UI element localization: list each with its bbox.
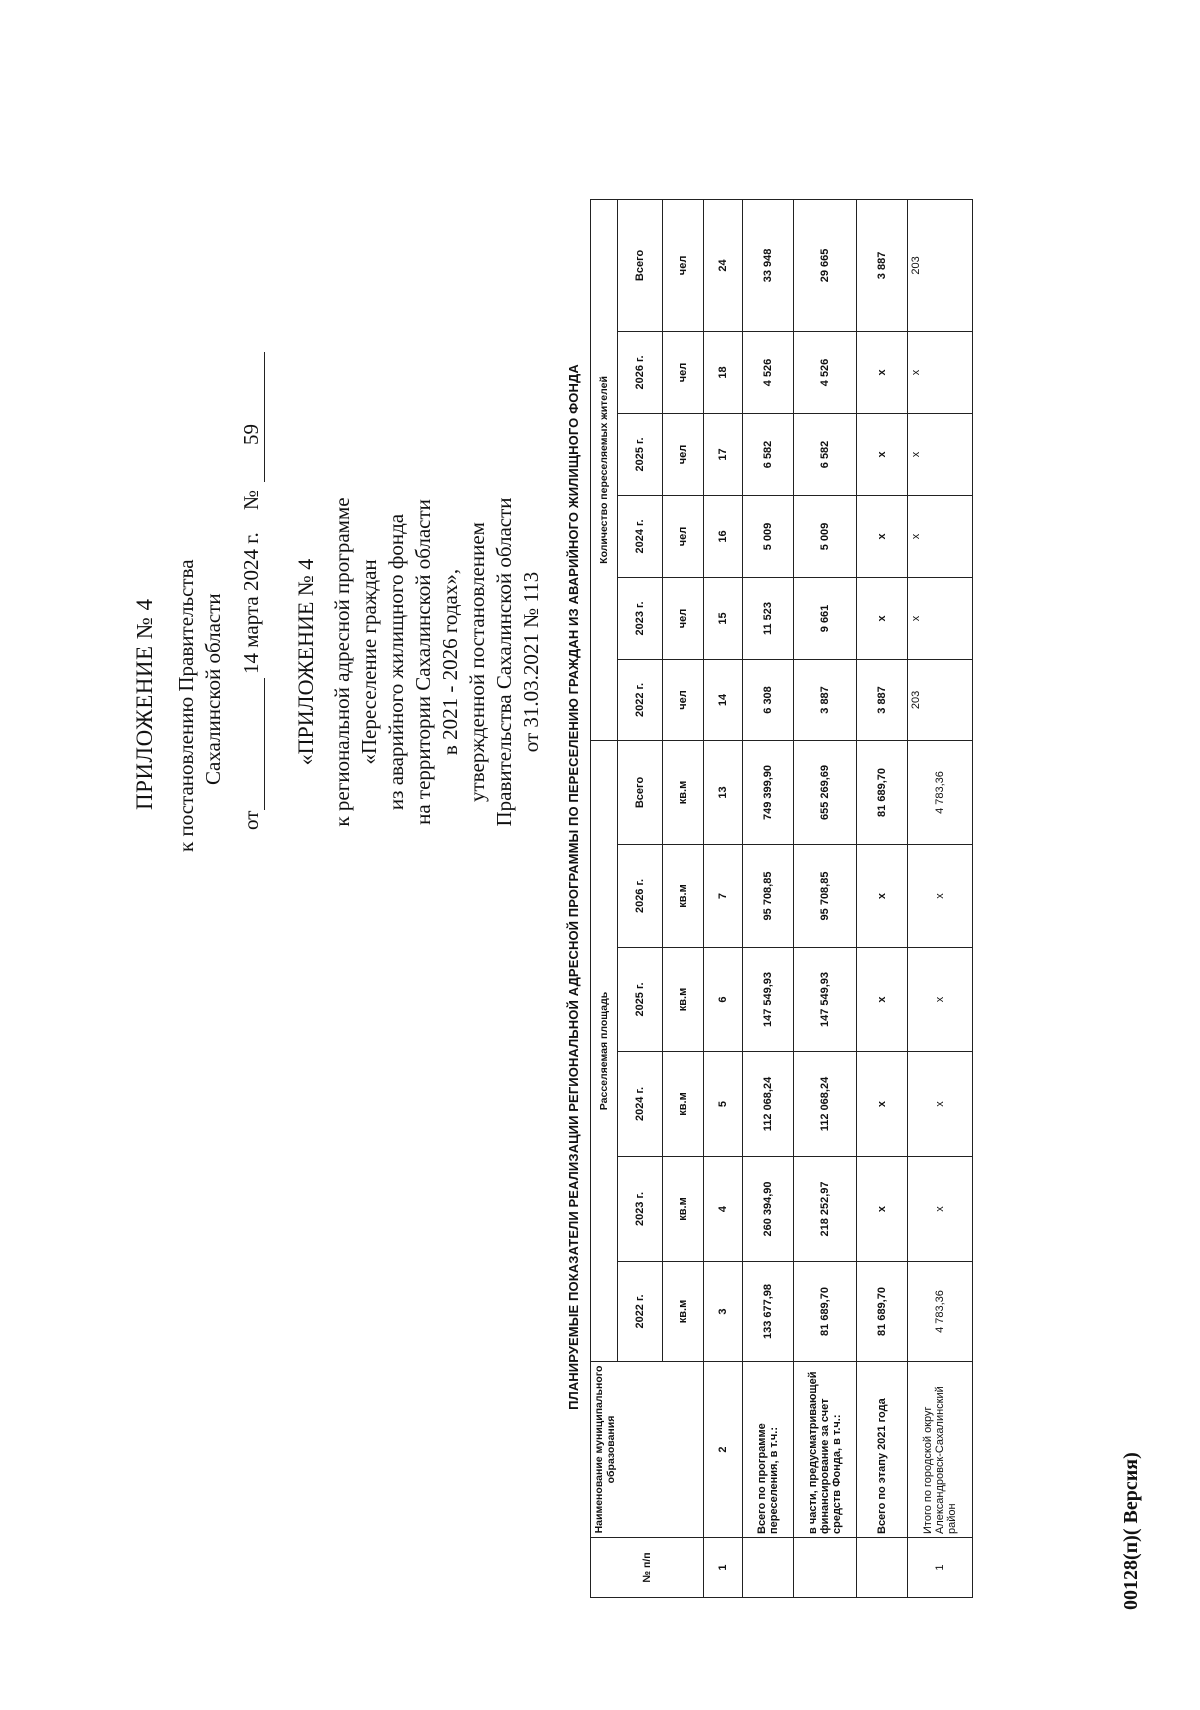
- index-cell: 16: [704, 495, 743, 577]
- index-cell: 14: [704, 659, 743, 740]
- column-header-num: № п/п: [591, 1538, 704, 1598]
- index-cell: 1: [704, 1538, 743, 1598]
- unit-cell: кв.м: [663, 845, 704, 948]
- area-value: 95 708,85: [743, 845, 794, 948]
- row-name: в части, предусматривающей финансирование за счет средств Фонда, в т.ч.:: [794, 1362, 857, 1538]
- unit-cell: кв.м: [663, 1052, 704, 1157]
- column-index-row: [704, 199, 743, 1597]
- area-value: 112 068,24: [743, 1052, 794, 1157]
- quoted-line: к региональной адресной программе: [330, 497, 354, 827]
- people-value: x: [857, 331, 908, 413]
- year-header: 2022 г.: [618, 1262, 663, 1362]
- people-value: 4 526: [794, 331, 857, 413]
- year-header: 2026 г.: [618, 845, 663, 948]
- row-num: 1: [908, 1538, 973, 1598]
- people-value: 9 661: [794, 577, 857, 659]
- table-row: [908, 199, 973, 1597]
- area-value: 260 394,90: [743, 1157, 794, 1262]
- people-value: 6 582: [794, 413, 857, 495]
- index-cell: 15: [704, 577, 743, 659]
- column-header-name: Наименование муниципального образования: [591, 1362, 704, 1538]
- group-header-area: Расселяемая площадь: [591, 740, 618, 1361]
- year-header: 2024 г.: [618, 495, 663, 577]
- area-value: x: [857, 845, 908, 948]
- year-header: 2022 г.: [618, 659, 663, 740]
- underline: [264, 352, 265, 482]
- number-label: №: [239, 489, 263, 510]
- people-value: 203: [908, 199, 973, 331]
- index-cell: 18: [704, 331, 743, 413]
- area-value: 81 689,70: [857, 1262, 908, 1362]
- version-stamp: 00128(п)( Версия): [1120, 1452, 1142, 1610]
- group-header-people: Количество переселяемых жителей: [591, 199, 618, 740]
- plan-table: [590, 199, 973, 1598]
- quoted-line: Правительства Сахалинской области: [492, 497, 516, 827]
- unit-cell: кв.м: [663, 740, 704, 844]
- unit-cell: кв.м: [663, 1262, 704, 1362]
- index-cell: 3: [704, 1262, 743, 1362]
- people-value: x: [857, 577, 908, 659]
- people-value: x: [857, 495, 908, 577]
- area-value: 112 068,24: [794, 1052, 857, 1157]
- table-title: ПЛАНИРУЕМЫЕ ПОКАЗАТЕЛИ РЕАЛИЗАЦИИ РЕГИОНАЛЬНОЙ АДРЕСНОЙ ПРОГРАММЫ ПО ПЕРЕСЕЛЕНИЮ ГРАЖДАН ИЗ АВАРИЙНОГО ЖИЛИЩНОГО ФОНДА: [566, 364, 581, 1410]
- quoted-line: от 31.03.2021 № 113: [519, 571, 543, 753]
- unit-cell: чел: [663, 199, 704, 331]
- unit-cell: чел: [663, 659, 704, 740]
- area-value: 147 549,93: [743, 948, 794, 1052]
- people-value: 6 308: [743, 659, 794, 740]
- area-value: x: [908, 1052, 973, 1157]
- row-name: Всего по программе переселения, в т.ч.:: [743, 1362, 794, 1538]
- year-header: 2023 г.: [618, 577, 663, 659]
- decree-number: 59: [239, 424, 263, 445]
- area-value: 81 689,70: [857, 740, 908, 844]
- index-cell: 2: [704, 1362, 743, 1538]
- row-num: [743, 1538, 794, 1598]
- index-cell: 5: [704, 1052, 743, 1157]
- quoted-appendix: [292, 452, 545, 872]
- area-value: 133 677,98: [743, 1262, 794, 1362]
- decree-date-line: [233, 110, 267, 830]
- area-value: 4 783,36: [908, 1262, 973, 1362]
- index-cell: 24: [704, 199, 743, 331]
- quoted-line: на территории Сахалинской области: [411, 499, 435, 825]
- year-header: 2026 г.: [618, 331, 663, 413]
- row-num: [857, 1538, 908, 1598]
- quoted-line: из аварийного жилищного фонда: [384, 513, 408, 811]
- year-header: 2025 г.: [618, 948, 663, 1052]
- unit-cell: чел: [663, 331, 704, 413]
- quoted-line: в 2021 - 2026 годах»,: [438, 568, 462, 756]
- decree-line-2: Сахалинской области: [201, 593, 225, 785]
- people-value: x: [908, 413, 973, 495]
- people-value: 29 665: [794, 199, 857, 331]
- table-row: [857, 199, 908, 1597]
- appendix-title: ПРИЛОЖЕНИЕ № 4: [132, 598, 157, 810]
- people-value: x: [908, 495, 973, 577]
- quoted-line: «Переселение граждан: [357, 559, 381, 765]
- area-value: 95 708,85: [794, 845, 857, 948]
- decree-line-1: к постановлению Правительства: [174, 559, 198, 852]
- unit-cell: чел: [663, 413, 704, 495]
- unit-cell: чел: [663, 495, 704, 577]
- decree-date: 14 марта 2024 г.: [239, 532, 263, 674]
- people-value: 5 009: [743, 495, 794, 577]
- people-value: 3 887: [857, 199, 908, 331]
- row-name: Итого по городской округ Александровск-Сахалинский район: [908, 1362, 973, 1538]
- area-value: 4 783,36: [908, 740, 973, 844]
- year-header: Всего: [618, 740, 663, 844]
- table-row: [794, 199, 857, 1597]
- area-value: 81 689,70: [794, 1262, 857, 1362]
- year-header: 2023 г.: [618, 1157, 663, 1262]
- area-value: 655 269,69: [794, 740, 857, 844]
- year-header: Всего: [618, 199, 663, 331]
- area-value: x: [908, 948, 973, 1052]
- people-value: x: [908, 577, 973, 659]
- from-label: от: [239, 810, 263, 830]
- area-value: x: [857, 948, 908, 1052]
- year-header: 2025 г.: [618, 413, 663, 495]
- unit-cell: кв.м: [663, 1157, 704, 1262]
- quoted-line: утвержденной постановлением: [465, 522, 489, 802]
- people-value: 203: [908, 659, 973, 740]
- index-cell: 7: [704, 845, 743, 948]
- people-value: 3 887: [857, 659, 908, 740]
- people-value: 6 582: [743, 413, 794, 495]
- index-cell: 13: [704, 740, 743, 844]
- area-value: x: [857, 1052, 908, 1157]
- area-value: x: [908, 1157, 973, 1262]
- index-cell: 4: [704, 1157, 743, 1262]
- people-value: x: [908, 331, 973, 413]
- people-value: 3 887: [794, 659, 857, 740]
- area-value: x: [857, 1157, 908, 1262]
- people-value: 11 523: [743, 577, 794, 659]
- table-row: [743, 199, 794, 1597]
- people-value: 33 948: [743, 199, 794, 331]
- index-cell: 17: [704, 413, 743, 495]
- row-name: Всего по этапу 2021 года: [857, 1362, 908, 1538]
- unit-cell: чел: [663, 577, 704, 659]
- area-value: 749 399,90: [743, 740, 794, 844]
- year-header: 2024 г.: [618, 1052, 663, 1157]
- area-value: x: [908, 845, 973, 948]
- area-value: 218 252,97: [794, 1157, 857, 1262]
- people-value: x: [857, 413, 908, 495]
- quoted-appendix-title: «ПРИЛОЖЕНИЕ № 4: [293, 558, 318, 766]
- index-cell: 6: [704, 948, 743, 1052]
- unit-cell: кв.м: [663, 948, 704, 1052]
- area-value: 147 549,93: [794, 948, 857, 1052]
- people-value: 5 009: [794, 495, 857, 577]
- row-num: [794, 1538, 857, 1598]
- people-value: 4 526: [743, 331, 794, 413]
- underline: [264, 678, 265, 810]
